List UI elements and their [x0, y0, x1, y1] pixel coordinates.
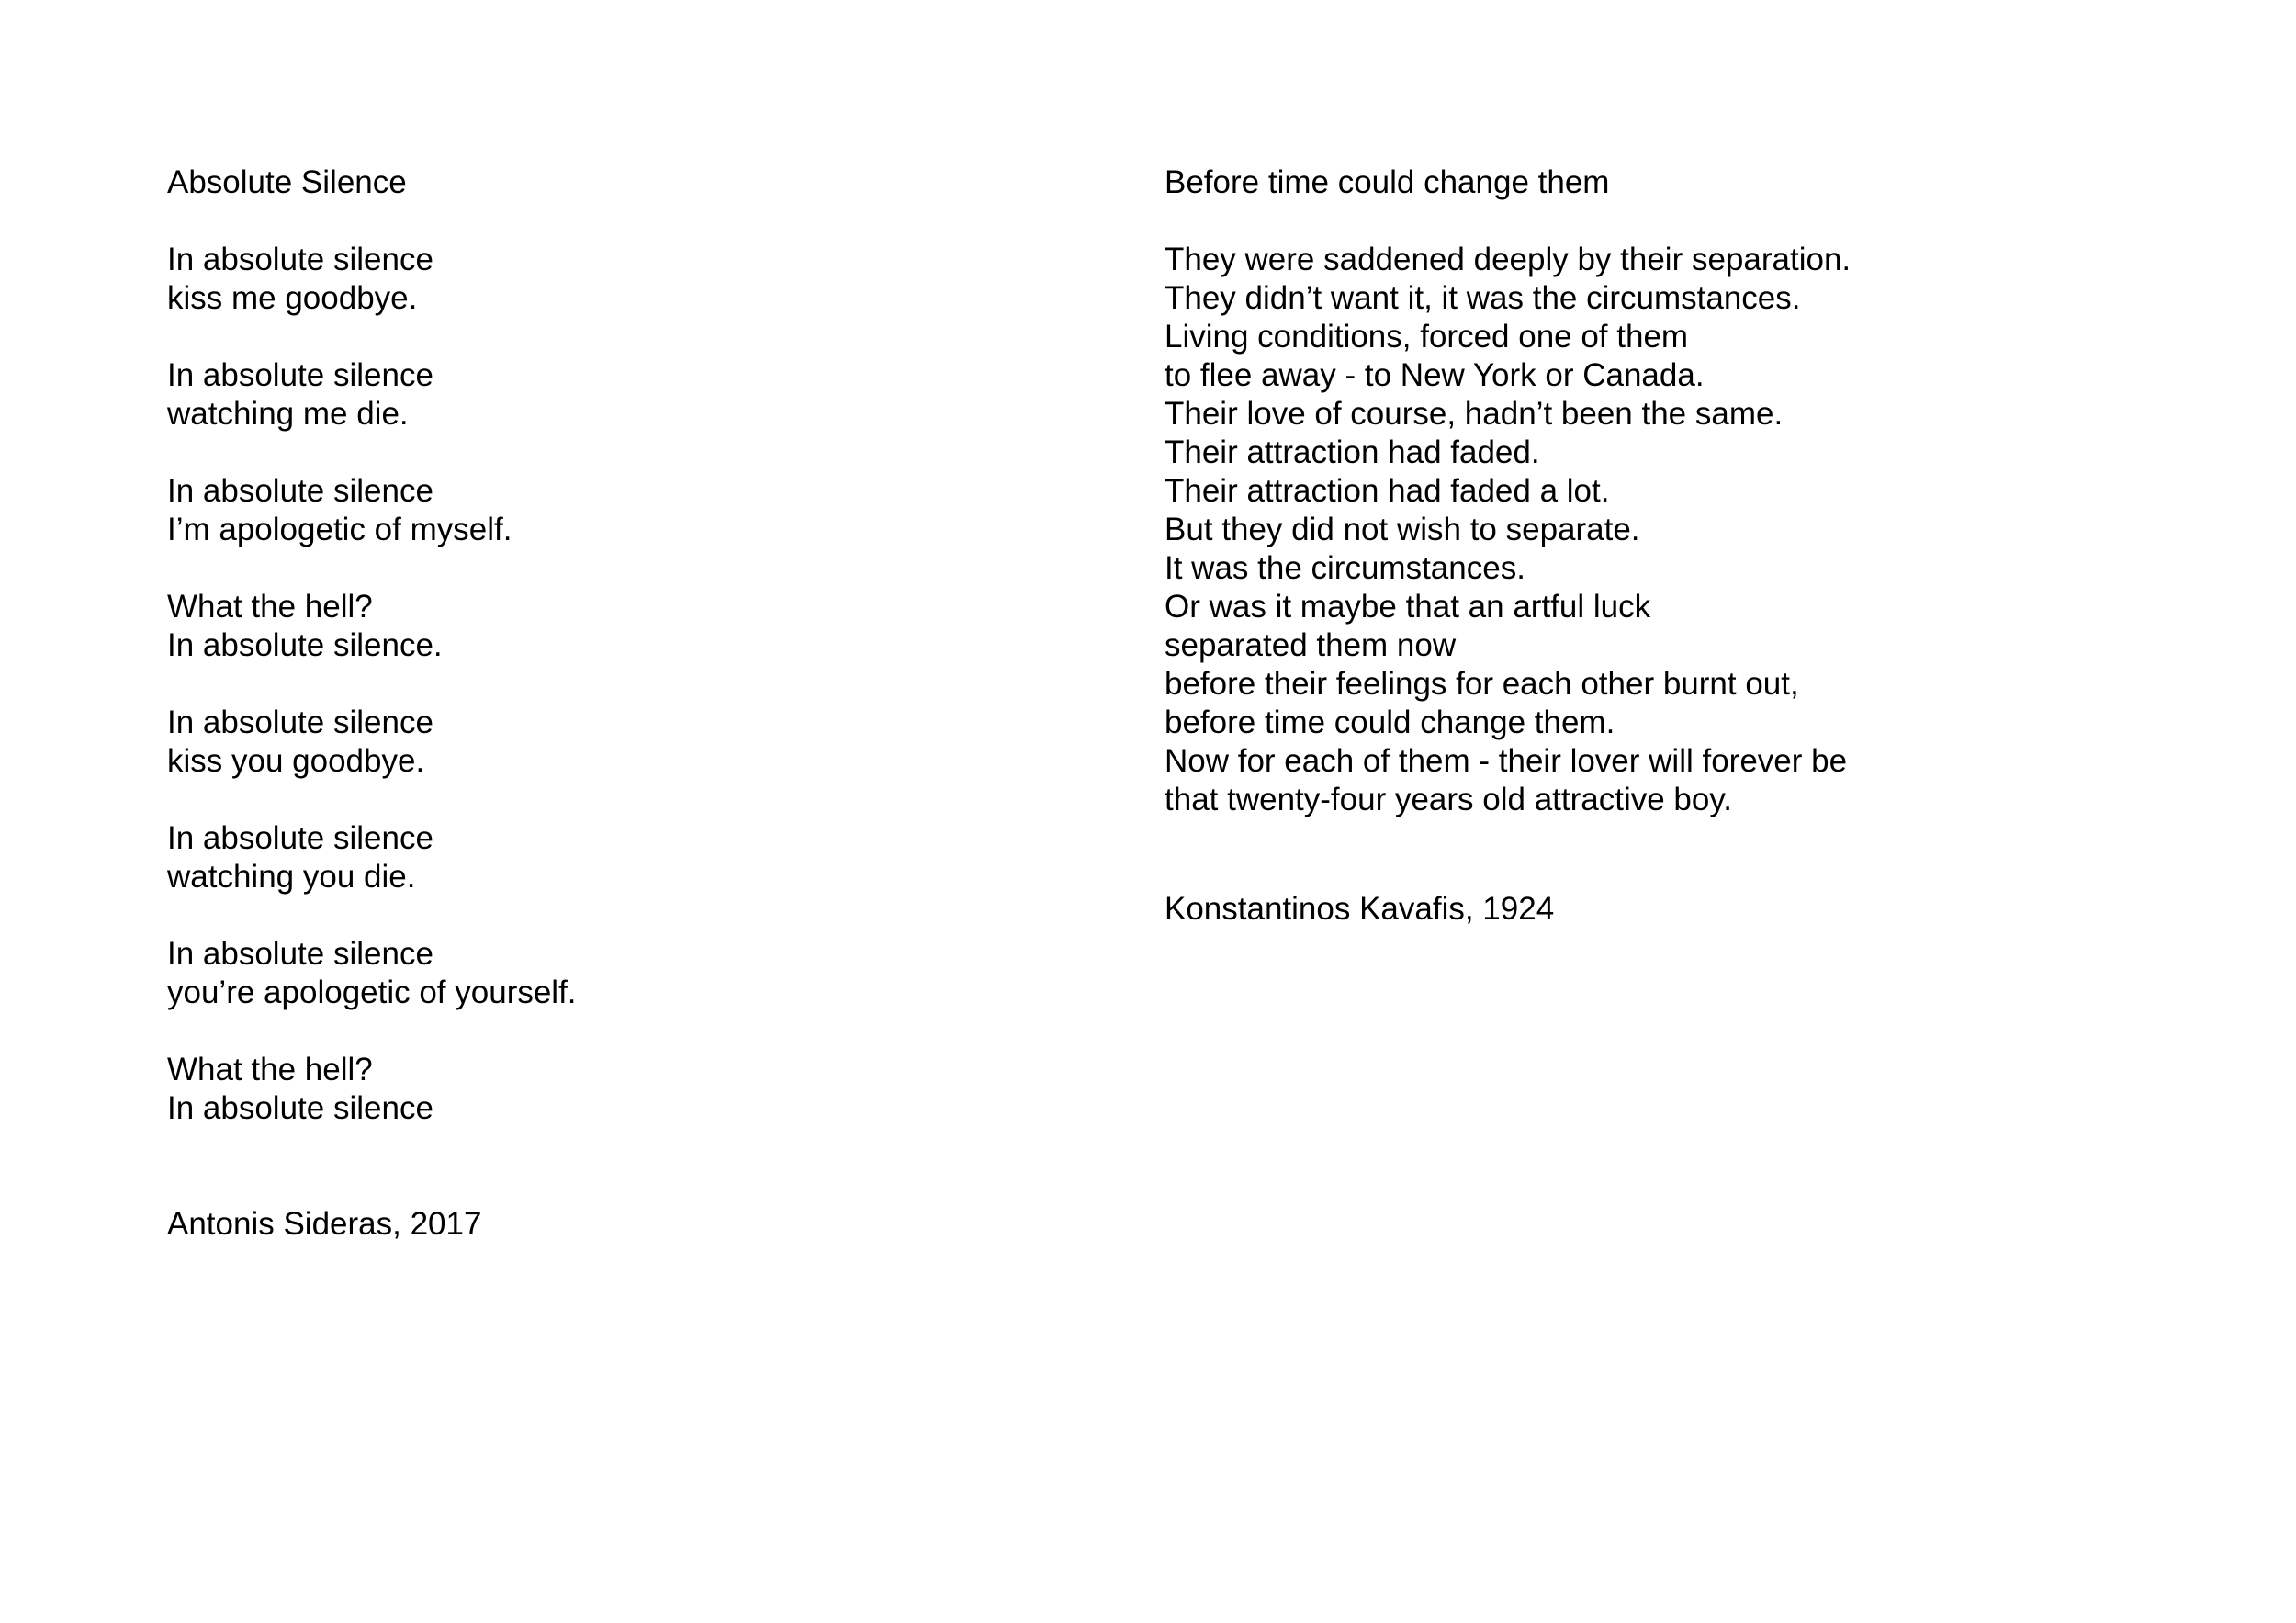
poem-author: Antonis Sideras, 2017 [167, 1206, 482, 1242]
poem-line: It was the circumstances. [1165, 550, 1525, 586]
poem-line: kiss me goodbye. [167, 280, 418, 316]
poem-line: to flee away - to New York or Canada. [1165, 357, 1705, 393]
stanza [167, 819, 577, 896]
poem-line: In absolute silence [167, 936, 433, 972]
poem-line: Their attraction had faded. [1165, 434, 1540, 470]
poem-line: watching you die. [167, 859, 416, 895]
poem-line: In absolute silence. [167, 627, 443, 663]
poem-line: What the hell? [167, 1052, 373, 1088]
stanza [167, 356, 577, 434]
poem-author: Konstantinos Kavafis, 1924 [1165, 891, 1555, 927]
poem-line: But they did not wish to separate. [1165, 512, 1640, 547]
poem-absolute-silence [167, 163, 577, 1244]
poem-line: In absolute silence [167, 704, 433, 740]
poem-line: that twenty-four years old attractive boy. [1165, 782, 1732, 817]
poem-title: Absolute Silence [167, 164, 407, 200]
poem-line: In absolute silence [167, 357, 433, 393]
poem-title: Before time could change them [1165, 164, 1610, 200]
poem-line: separated them now [1165, 627, 1457, 663]
poem-line: Their love of course, hadn’t been the same. [1165, 396, 1784, 432]
stanza [167, 472, 577, 549]
poem-line: Now for each of them - their lover will forever be [1165, 743, 1848, 779]
poem-line: In absolute silence [167, 473, 433, 509]
poem-line: In absolute silence [167, 1090, 433, 1126]
stanza [167, 704, 577, 781]
poem-line: They didn’t want it, it was the circumstances. [1165, 280, 1801, 316]
poem-line: Or was it maybe that an artful luck [1165, 589, 1651, 625]
poem-line: before time could change them. [1165, 704, 1615, 740]
poem-line: watching me die. [167, 396, 409, 432]
poem-line: kiss you goodbye. [167, 743, 425, 779]
poem-line: before their feelings for each other burnt out, [1165, 666, 1799, 702]
stanza [167, 241, 577, 318]
poem-line: Living conditions, forced one of them [1165, 319, 1689, 355]
poem-line: Their attraction had faded a lot. [1165, 473, 1610, 509]
stanza [167, 1051, 577, 1128]
stanza [167, 935, 577, 1012]
stanza [167, 588, 577, 665]
poem-line: you’re apologetic of yourself. [167, 975, 577, 1010]
poem-line: I’m apologetic of myself. [167, 512, 512, 547]
poem-line: In absolute silence [167, 242, 433, 277]
poem-before-time-could-change-them [1165, 163, 1851, 929]
poem-line: They were saddened deeply by their separation. [1165, 242, 1851, 277]
stanza [1165, 241, 1851, 819]
poem-line: What the hell? [167, 589, 373, 625]
poem-line: In absolute silence [167, 820, 433, 856]
